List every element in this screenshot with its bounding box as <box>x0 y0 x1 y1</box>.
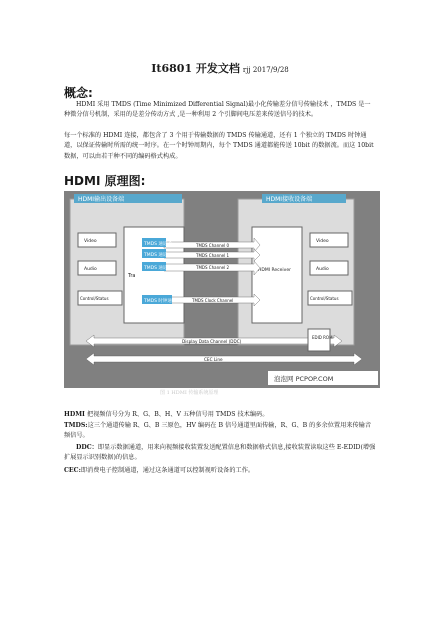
source-title: HDMI输出设备端 <box>78 196 125 203</box>
input-control: Control/Status <box>80 296 109 301</box>
concept-paragraph-2: 每一个标准的 HDMI 连接，都包含了 3 个用于传输数据的 TMDS 传输通道，还有 1 个独立的 TMDS 时钟通道，以保证传输时所需的统一时序。在一个时钟周期内，每个 TMDS 通道都能传送 10bit 的数据流。而这 10bit 数据，可以由若干种不同的编码格式构成。 <box>64 132 374 160</box>
output-control: Control/Status <box>310 296 339 301</box>
body-hdmi: HDMI 把视频信号分为 R、G、B、H、V 五种信号用 TMDS 技术编码。 <box>64 411 269 418</box>
body-tmds: TMDS:这三个通道传输 R、G、B 三原色，HV 编码在 B 信号通道里面传输，R、G、B 的多余位置用来传输音频信号。 <box>64 422 372 440</box>
concept-heading: 概念: <box>64 86 93 100</box>
receiver-label: HDMI Receiver <box>258 268 291 273</box>
cec-label: CEC Line <box>204 357 223 362</box>
body-cec: CEC:即消费电子控制通道，通过这条通道可以控制视听设备的工作。 <box>64 467 255 474</box>
channel-2: TMDS Channel 2 <box>196 265 230 270</box>
diagram-heading: HDMI 原理图: <box>64 174 146 188</box>
input-audio: Audio <box>84 267 97 272</box>
body-ddc: DDC：即显示数据通道，用来向视频接收装置发送配置信息和数据格式信息,接收装置读取这些 E-EDID(增强扩展显示识别数据)的信息。 <box>64 444 376 462</box>
channel-0: TMDS Channel 0 <box>196 243 230 248</box>
doc-meta: rjj 2017/9/28 <box>242 66 289 74</box>
input-video: Video <box>84 239 97 244</box>
channel-tag-2: TMDS 通道 2 <box>144 266 172 271</box>
transmitter-label: Tra <box>128 273 136 279</box>
ddc-label: Display Data Channel (DDC) <box>182 339 242 344</box>
figure-caption: 图 1 HDMI 传输系统原理 <box>160 390 219 396</box>
output-audio: Audio <box>316 267 329 272</box>
edid-label: EDID ROM <box>312 335 333 340</box>
output-video: Video <box>316 239 329 244</box>
diagram-watermark: 泡泡网 PCPOP.COM <box>274 375 334 383</box>
channel-1: TMDS Channel 1 <box>196 253 230 258</box>
channel-tag-1: TMDS 通道 1 <box>144 253 172 258</box>
doc-title: It6801 开发文档 rjj 2017/9/28 <box>151 62 289 75</box>
hdmi-diagram <box>64 191 380 388</box>
channel-tag-0: TMDS 通道 0 <box>144 242 172 247</box>
channel-clock: TMDS Clock Channel <box>192 298 234 303</box>
concept-paragraph-1: HDMI 采用 TMDS (Time Minimized Differential Signal)最小化传输差分信号传输技术 ，TMDS 是一种微分信号机制，采用的是差分传动方式 ,是一种利用 2 个引脚间电压差来传送信号的技术。 <box>64 101 371 119</box>
sink-title: HDMI接收设备端 <box>266 196 313 203</box>
channel-tag-clock: TMDS 时钟通道 <box>144 299 177 304</box>
